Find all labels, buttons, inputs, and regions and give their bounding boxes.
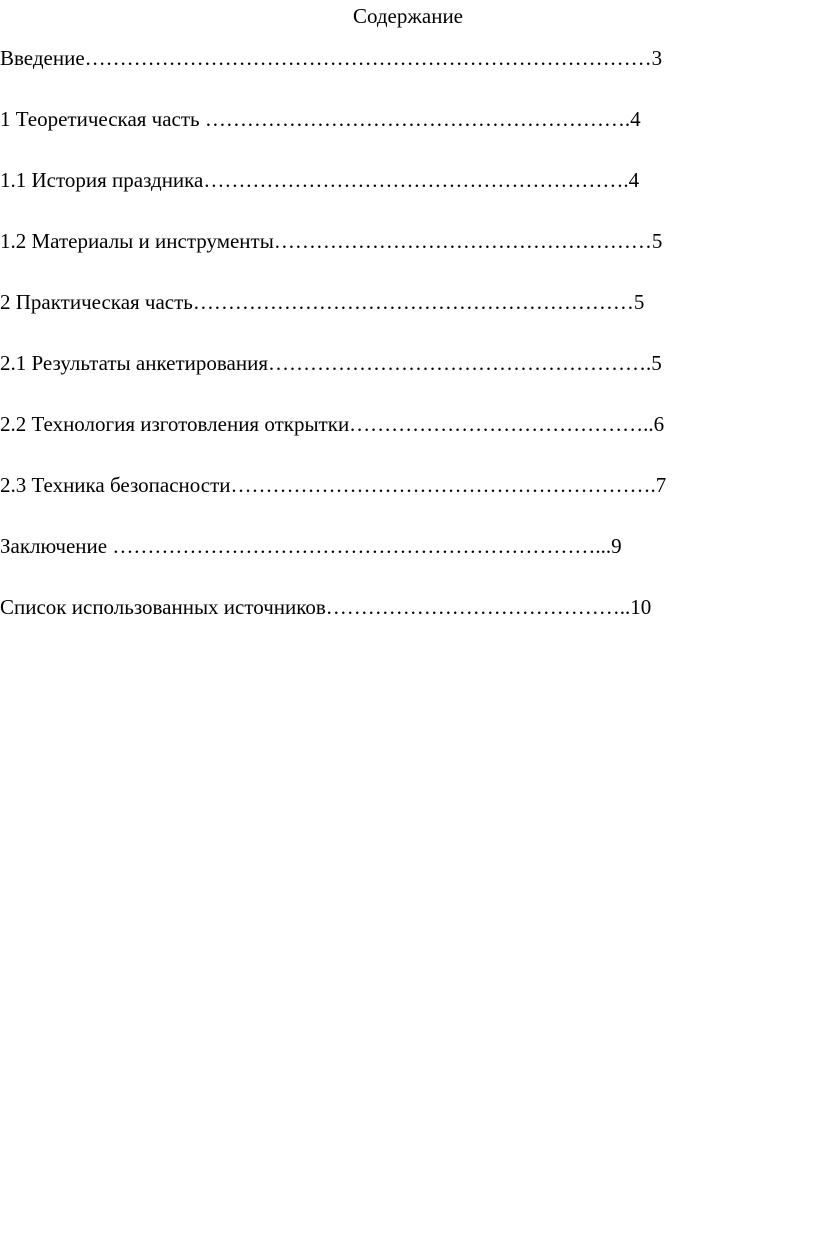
toc-entry-line: Заключение ……………………………………………………………...9 [0,534,622,558]
toc-list [0,44,790,654]
toc-entry [0,593,790,654]
toc-entry [0,105,790,166]
toc-entry [0,44,790,105]
toc-entry [0,532,790,593]
toc-entry-line: 2 Практическая часть………………………………………………………5 [0,290,645,314]
toc-entry-line: 1.1 История праздника…………………………………………………….4 [0,168,640,192]
toc-entry-line: 2.1 Результаты анкетирования……………………………………………….5 [0,351,662,375]
toc-entry [0,227,790,288]
toc-entry [0,410,790,471]
toc-entry [0,288,790,349]
toc-entry-line: 1 Теоретическая часть …………………………………………………….4 [0,107,641,131]
toc-title: Содержание [352,4,464,28]
toc-entry-line: Список использованных источников……………………………………..10 [0,595,652,619]
toc-entry-line: 2.2 Технология изготовления открытки……………………………………..6 [0,412,665,436]
toc-entry [0,471,790,532]
toc-entry-line: 1.2 Материалы и инструменты………………………………………………5 [0,229,663,253]
toc-entry [0,349,790,410]
toc-entry-line: Введение………………………………………………………………………3 [0,46,663,70]
toc-entry-line: 2.3 Техника безопасности…………………………………………………….7 [0,473,667,497]
toc-entry [0,166,790,227]
